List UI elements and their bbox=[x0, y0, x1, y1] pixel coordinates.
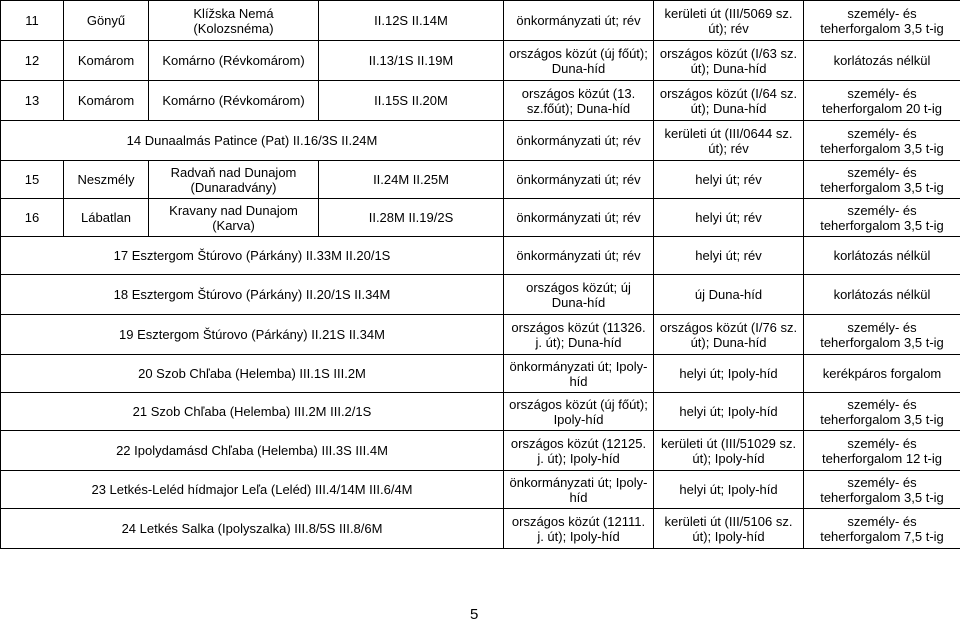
hungarian-road-cell: országos közút (12125. j. út); Ipoly-híd bbox=[504, 431, 654, 471]
row-location-cell: 23 Letkés-Leléd hídmajor Leľa (Leléd) III.4/14M III.6/4M bbox=[1, 471, 504, 509]
slovak-road-cell: kerületi út (III/51029 sz. út); Ipoly-híd bbox=[654, 431, 804, 471]
traffic-limit-cell: személy- és teherforgalom 3,5 t-ig bbox=[804, 199, 960, 237]
traffic-limit-cell: személy- és teherforgalom 3,5 t-ig bbox=[804, 1, 960, 41]
table-row bbox=[1, 161, 960, 199]
traffic-limit-cell: személy- és teherforgalom 3,5 t-ig bbox=[804, 161, 960, 199]
row-number-cell: 15 bbox=[1, 161, 64, 199]
traffic-limit-cell: személy- és teherforgalom 20 t-ig bbox=[804, 81, 960, 121]
row-number-cell: 11 bbox=[1, 1, 64, 41]
slovak-road-cell: kerületi út (III/0644 sz. út); rév bbox=[654, 121, 804, 161]
row-location-cell: 24 Letkés Salka (Ipolyszalka) III.8/5S III.8/6M bbox=[1, 509, 504, 549]
table-row bbox=[1, 199, 960, 237]
row-location-cell: 18 Esztergom Štúrovo (Párkány) II.20/1S II.34M bbox=[1, 275, 504, 315]
table-row bbox=[1, 41, 960, 81]
traffic-limit-cell: személy- és teherforgalom 12 t-ig bbox=[804, 431, 960, 471]
hungarian-road-cell: országos közút (11326. j. út); Duna-híd bbox=[504, 315, 654, 355]
row-number-cell: 12 bbox=[1, 41, 64, 81]
river-km-cell: II.12S II.14M bbox=[319, 1, 504, 41]
slovak-road-cell: országos közút (I/76 sz. út); Duna-híd bbox=[654, 315, 804, 355]
table-row bbox=[1, 121, 960, 161]
table-row bbox=[1, 509, 960, 549]
hungarian-settlement-cell: Komárom bbox=[64, 81, 149, 121]
row-location-cell: 17 Esztergom Štúrovo (Párkány) II.33M II.20/1S bbox=[1, 237, 504, 275]
river-km-cell: II.28M II.19/2S bbox=[319, 199, 504, 237]
traffic-limit-cell: személy- és teherforgalom 3,5 t-ig bbox=[804, 471, 960, 509]
row-location-cell: 20 Szob Chľaba (Helemba) III.1S III.2M bbox=[1, 355, 504, 393]
hungarian-road-cell: önkormányzati út; rév bbox=[504, 161, 654, 199]
slovak-road-cell: helyi út; rév bbox=[654, 161, 804, 199]
page-number: 5 bbox=[470, 606, 479, 623]
slovak-road-cell: kerületi út (III/5069 sz. út); rév bbox=[654, 1, 804, 41]
table-row bbox=[1, 315, 960, 355]
table-row bbox=[1, 355, 960, 393]
slovak-road-cell: országos közút (I/64 sz. út); Duna-híd bbox=[654, 81, 804, 121]
river-km-cell: II.15S II.20M bbox=[319, 81, 504, 121]
table-row bbox=[1, 471, 960, 509]
table-row bbox=[1, 1, 960, 41]
hungarian-road-cell: országos közút (új főút); Duna-híd bbox=[504, 41, 654, 81]
slovak-road-cell: kerületi út (III/5106 sz. út); Ipoly-híd bbox=[654, 509, 804, 549]
slovak-road-cell: helyi út; Ipoly-híd bbox=[654, 355, 804, 393]
slovak-road-cell: országos közút (I/63 sz. út); Duna-híd bbox=[654, 41, 804, 81]
hungarian-settlement-cell: Neszmély bbox=[64, 161, 149, 199]
row-number-cell: 13 bbox=[1, 81, 64, 121]
slovak-road-cell: helyi út; rév bbox=[654, 237, 804, 275]
hungarian-road-cell: országos közút (12111. j. út); Ipoly-híd bbox=[504, 509, 654, 549]
traffic-limit-cell: korlátozás nélkül bbox=[804, 275, 960, 315]
table-row bbox=[1, 237, 960, 275]
hungarian-road-cell: országos közút (13. sz.főút); Duna-híd bbox=[504, 81, 654, 121]
traffic-limit-cell: személy- és teherforgalom 7,5 t-ig bbox=[804, 509, 960, 549]
slovak-road-cell: helyi út; rév bbox=[654, 199, 804, 237]
traffic-limit-cell: személy- és teherforgalom 3,5 t-ig bbox=[804, 315, 960, 355]
traffic-limit-cell: személy- és teherforgalom 3,5 t-ig bbox=[804, 121, 960, 161]
row-number-cell: 16 bbox=[1, 199, 64, 237]
slovak-settlement-cell: Komárno (Révkomárom) bbox=[149, 81, 319, 121]
row-location-cell: 22 Ipolydamásd Chľaba (Helemba) III.3S III.4M bbox=[1, 431, 504, 471]
table-row bbox=[1, 275, 960, 315]
hungarian-road-cell: országos közút; új Duna-híd bbox=[504, 275, 654, 315]
hungarian-road-cell: önkormányzati út; rév bbox=[504, 121, 654, 161]
table-row bbox=[1, 431, 960, 471]
traffic-limit-cell: korlátozás nélkül bbox=[804, 41, 960, 81]
hungarian-settlement-cell: Komárom bbox=[64, 41, 149, 81]
row-location-cell: 19 Esztergom Štúrovo (Párkány) II.21S II.34M bbox=[1, 315, 504, 355]
traffic-limit-cell: személy- és teherforgalom 3,5 t-ig bbox=[804, 393, 960, 431]
hungarian-road-cell: önkormányzati út; rév bbox=[504, 1, 654, 41]
river-km-cell: II.13/1S II.19M bbox=[319, 41, 504, 81]
table-body bbox=[1, 1, 960, 549]
hungarian-road-cell: önkormányzati út; Ipoly-híd bbox=[504, 471, 654, 509]
hungarian-settlement-cell: Gönyű bbox=[64, 1, 149, 41]
slovak-settlement-cell: Klížska Nemá (Kolozsnéma) bbox=[149, 1, 319, 41]
table-row bbox=[1, 393, 960, 431]
row-location-cell: 14 Dunaalmás Patince (Pat) II.16/3S II.24M bbox=[1, 121, 504, 161]
row-location-cell: 21 Szob Chľaba (Helemba) III.2M III.2/1S bbox=[1, 393, 504, 431]
slovak-settlement-cell: Kravany nad Dunajom (Karva) bbox=[149, 199, 319, 237]
slovak-settlement-cell: Komárno (Révkomárom) bbox=[149, 41, 319, 81]
slovak-settlement-cell: Radvaň nad Dunajom (Dunaradvány) bbox=[149, 161, 319, 199]
slovak-road-cell: helyi út; Ipoly-híd bbox=[654, 393, 804, 431]
table-row bbox=[1, 81, 960, 121]
hungarian-road-cell: önkormányzati út; rév bbox=[504, 199, 654, 237]
river-km-cell: II.24M II.25M bbox=[319, 161, 504, 199]
traffic-limit-cell: kerékpáros forgalom bbox=[804, 355, 960, 393]
slovak-road-cell: helyi út; Ipoly-híd bbox=[654, 471, 804, 509]
hungarian-road-cell: országos közút (új főút); Ipoly-híd bbox=[504, 393, 654, 431]
hungarian-settlement-cell: Lábatlan bbox=[64, 199, 149, 237]
slovak-road-cell: új Duna-híd bbox=[654, 275, 804, 315]
hungarian-road-cell: önkormányzati út; rév bbox=[504, 237, 654, 275]
traffic-limit-cell: korlátozás nélkül bbox=[804, 237, 960, 275]
hungarian-road-cell: önkormányzati út; Ipoly-híd bbox=[504, 355, 654, 393]
